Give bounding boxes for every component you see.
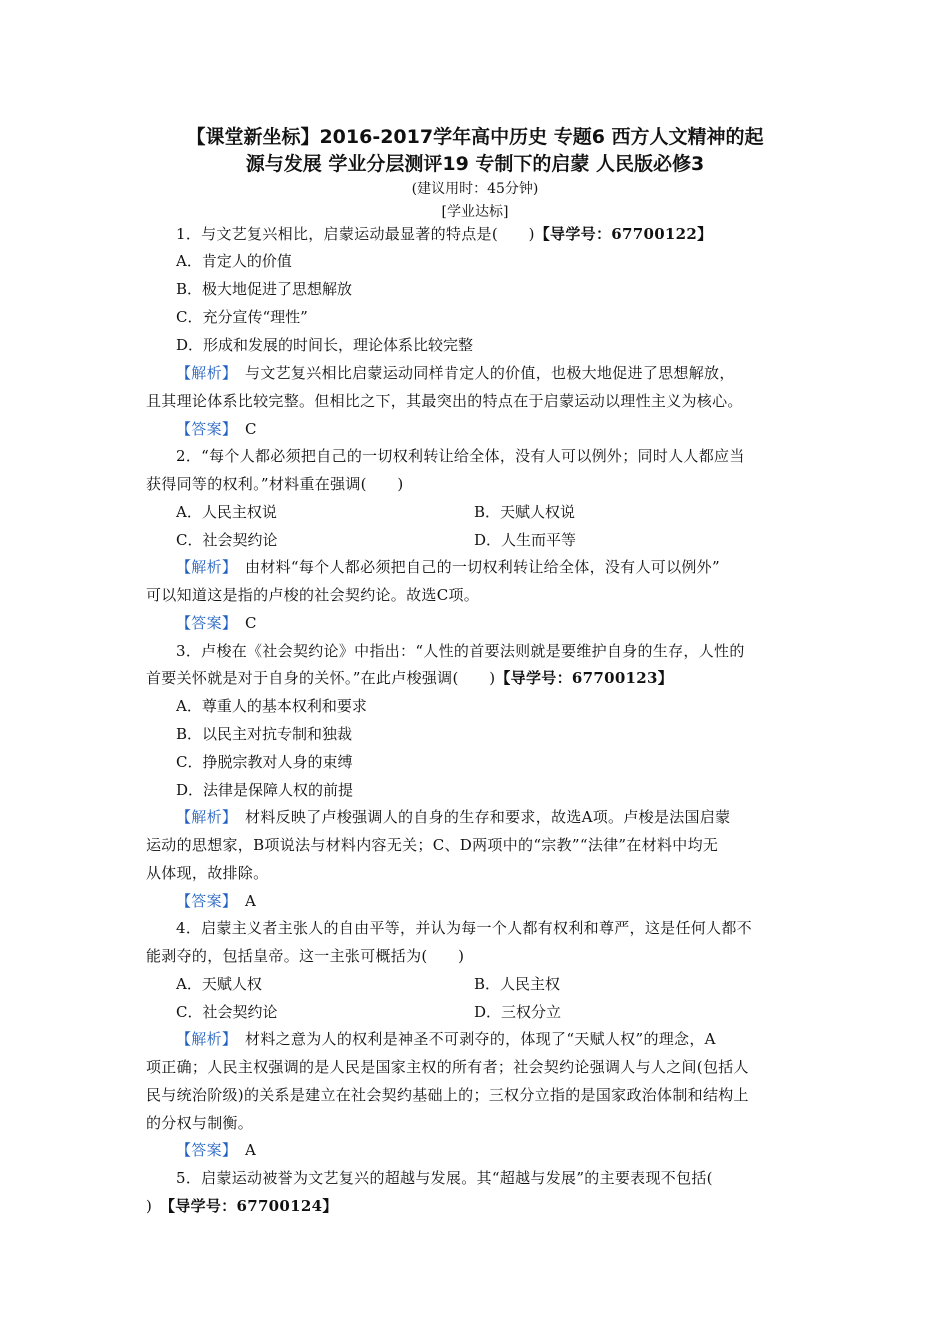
q2-option-a: A．人民主权说	[176, 503, 277, 521]
q2-answer-value: C	[245, 614, 257, 632]
q3-analysis-text-1: 材料反映了卢梭强调人的自身的生存和要求，故选A项。卢梭是法国启蒙	[245, 808, 731, 826]
answer-label: 【答案】	[176, 420, 230, 438]
q1-option-c: C．充分宣传“理性”	[176, 308, 308, 326]
analysis-label: 【解析】	[176, 1030, 230, 1048]
q1-option-b: B．极大地促进了思想解放	[176, 280, 353, 298]
q4-answer	[176, 1140, 808, 1160]
time-note: (建议用时：45分钟)	[411, 181, 539, 197]
q1-analysis-line-2: 且其理论体系比较完整。但相比之下，其最突出的特点在于启蒙运动以理性主义为核心。	[146, 392, 743, 410]
title-line-2: 源与发展 学业分层测评19 专制下的启蒙 人民版必修3	[245, 153, 705, 175]
q1-answer	[176, 419, 808, 439]
q1-analysis-line-1	[176, 363, 808, 383]
q2-analysis-text-1: 由材料“每个人都必须把自己的一切权利转让给全体，没有人可以例外”	[245, 558, 720, 576]
q3-analysis-line-1	[176, 807, 808, 827]
q2-option-d: D．人生而平等	[474, 531, 577, 549]
q4-stem-line-1: 4．启蒙主义者主张人的自由平等，并认为每一个人都有权利和尊严，这是任何人都不	[176, 919, 752, 937]
q3-analysis-line-2: 运动的思想家，B项说法与材料内容无关；C、D两项中的“宗教”“法律”在材料中均无	[146, 836, 719, 854]
analysis-label: 【解析】	[176, 364, 230, 382]
q1-option-a: A．肯定人的价值	[176, 252, 292, 270]
q2-option-b: B．天赋人权说	[474, 503, 576, 521]
q1-stem	[176, 224, 808, 244]
q1-analysis-text-1: 与文艺复兴相比启蒙运动同样肯定人的价值，也极大地促进了思想解放，	[245, 364, 735, 382]
q4-option-b: B．人民主权	[474, 975, 561, 993]
q2-answer	[176, 613, 808, 633]
document-title	[130, 124, 820, 178]
q5-stem-line-1: 5．启蒙运动被誉为文艺复兴的超越与发展。其“超越与发展”的主要表现不包括(	[176, 1169, 713, 1187]
q4-analysis-line-1	[176, 1029, 808, 1049]
q4-analysis-text-1: 材料之意为人的权利是神圣不可剥夺的，体现了“天赋人权”的理念，A	[245, 1030, 716, 1048]
q3-option-c: C．挣脱宗教对人身的束缚	[176, 753, 353, 771]
title-line-1: 【课堂新坐标】2016-2017学年高中历史 专题6 西方人文精神的起	[186, 126, 764, 148]
answer-label: 【答案】	[176, 892, 230, 910]
q1-guide-number: 【导学号：67700122】	[534, 225, 713, 243]
answer-label: 【答案】	[176, 1141, 230, 1159]
q1-option-d: D．形成和发展的时间长，理论体系比较完整	[176, 336, 474, 354]
q4-option-c: C．社会契约论	[176, 1003, 278, 1021]
q2-analysis-line-1	[176, 557, 808, 577]
q3-analysis-line-3: 从体现，故排除。	[146, 864, 269, 882]
q2-option-c: C．社会契约论	[176, 531, 278, 549]
q2-stem-line-2: 获得同等的权利。”材料重在强调( )	[146, 475, 404, 493]
q3-option-a: A．尊重人的基本权利和要求	[176, 697, 367, 715]
q3-option-b: B．以民主对抗专制和独裁	[176, 725, 353, 743]
q5-stem-line-2	[146, 1196, 808, 1216]
q4-analysis-line-4: 的分权与制衡。	[146, 1114, 254, 1132]
q3-stem-text-2: 首要关怀就是对于自身的关怀。”在此卢梭强调( )	[146, 669, 496, 687]
q1-answer-value: C	[245, 420, 257, 438]
q4-stem-line-2: 能剥夺的，包括皇帝。这一主张可概括为( )	[146, 947, 465, 965]
q4-analysis-line-2: 项正确；人民主权强调的是人民是国家主权的所有者；社会契约论强调人与人之间(包括人	[146, 1058, 749, 1076]
q2-stem-line-1: 2．“每个人都必须把自己的一切权利转让给全体，没有人可以例外；同时人人都应当	[176, 447, 745, 465]
q2-analysis-line-2: 可以知道这是指的卢梭的社会契约论。故选C项。	[146, 586, 480, 604]
analysis-label: 【解析】	[176, 558, 230, 576]
q4-option-a: A．天赋人权	[176, 975, 262, 993]
q4-answer-value: A	[245, 1141, 257, 1159]
answer-label: 【答案】	[176, 614, 230, 632]
q3-stem-line-1: 3．卢梭在《社会契约论》中指出：“人性的首要法则就是要维护自身的生存，人性的	[176, 642, 745, 660]
section-heading: [学业达标]	[441, 204, 509, 220]
q3-stem-line-2	[146, 668, 808, 688]
q3-guide-number: 【导学号：67700123】	[495, 669, 674, 687]
q3-answer-value: A	[245, 892, 257, 910]
q1-stem-text: 1．与文艺复兴相比，启蒙运动最显著的特点是( )	[176, 225, 535, 243]
q5-guide-number: 【导学号：67700124】	[167, 1197, 338, 1215]
q5-stem-text-2: )	[146, 1197, 153, 1215]
q3-answer	[176, 891, 808, 911]
q4-analysis-line-3: 民与统治阶级)的关系是建立在社会契约基础上的；三权分立指的是国家政治体制和结构上	[146, 1086, 749, 1104]
analysis-label: 【解析】	[176, 808, 230, 826]
q4-option-d: D．三权分立	[474, 1003, 562, 1021]
q3-option-d: D．法律是保障人权的前提	[176, 781, 354, 799]
